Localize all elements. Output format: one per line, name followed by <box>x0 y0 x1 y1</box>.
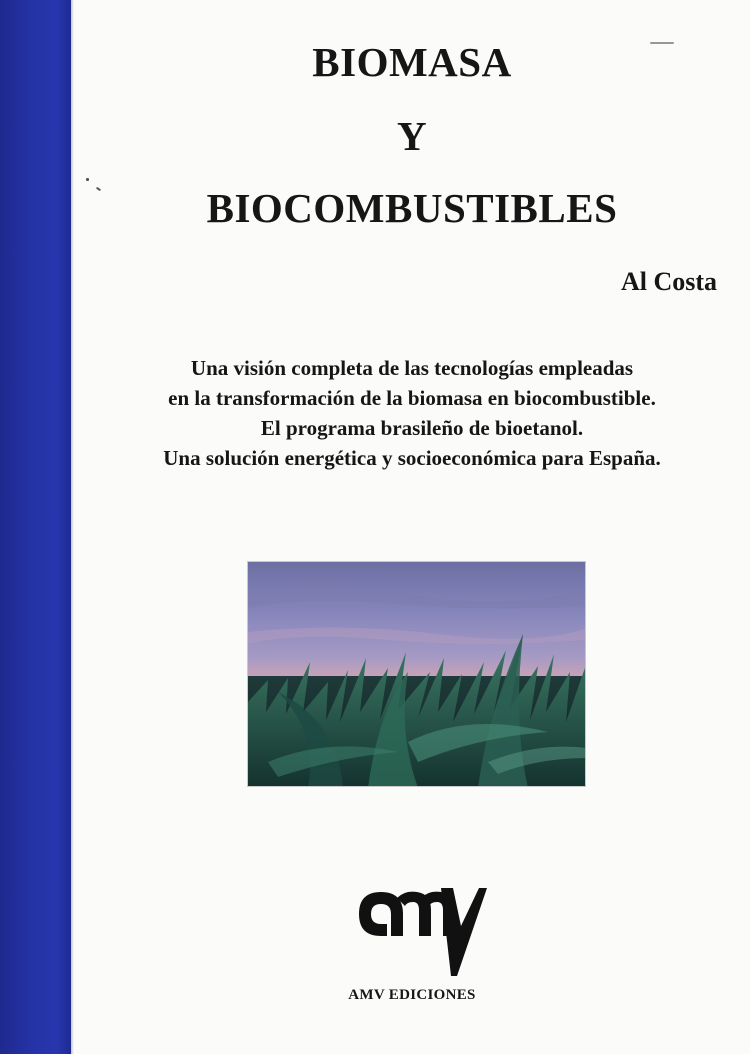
blue-spine-band <box>0 0 71 1054</box>
cornfield-photo <box>247 561 586 787</box>
subtitle-line-1: Una visión completa de las tecnologías empleadas <box>190 356 634 380</box>
print-speck <box>86 178 89 181</box>
subtitle-line-3: El programa brasileño de bioetanol. <box>260 416 584 440</box>
publisher-name: AMV EDICIONES <box>348 987 476 1003</box>
title-line-2: Y <box>396 113 428 159</box>
title-line-1: BIOMASA <box>312 39 512 85</box>
subtitle-line-4: Una solución energética y socioeconómica para España. <box>163 446 661 470</box>
subtitle-line-2: en la transformación de la biomasa en biocombustible. <box>168 386 656 410</box>
print-speck <box>650 42 674 44</box>
title-line-3: BIOCOMBUSTIBLES <box>206 185 618 231</box>
publisher-logo <box>357 884 487 980</box>
author-name: Al Costa <box>620 267 717 296</box>
